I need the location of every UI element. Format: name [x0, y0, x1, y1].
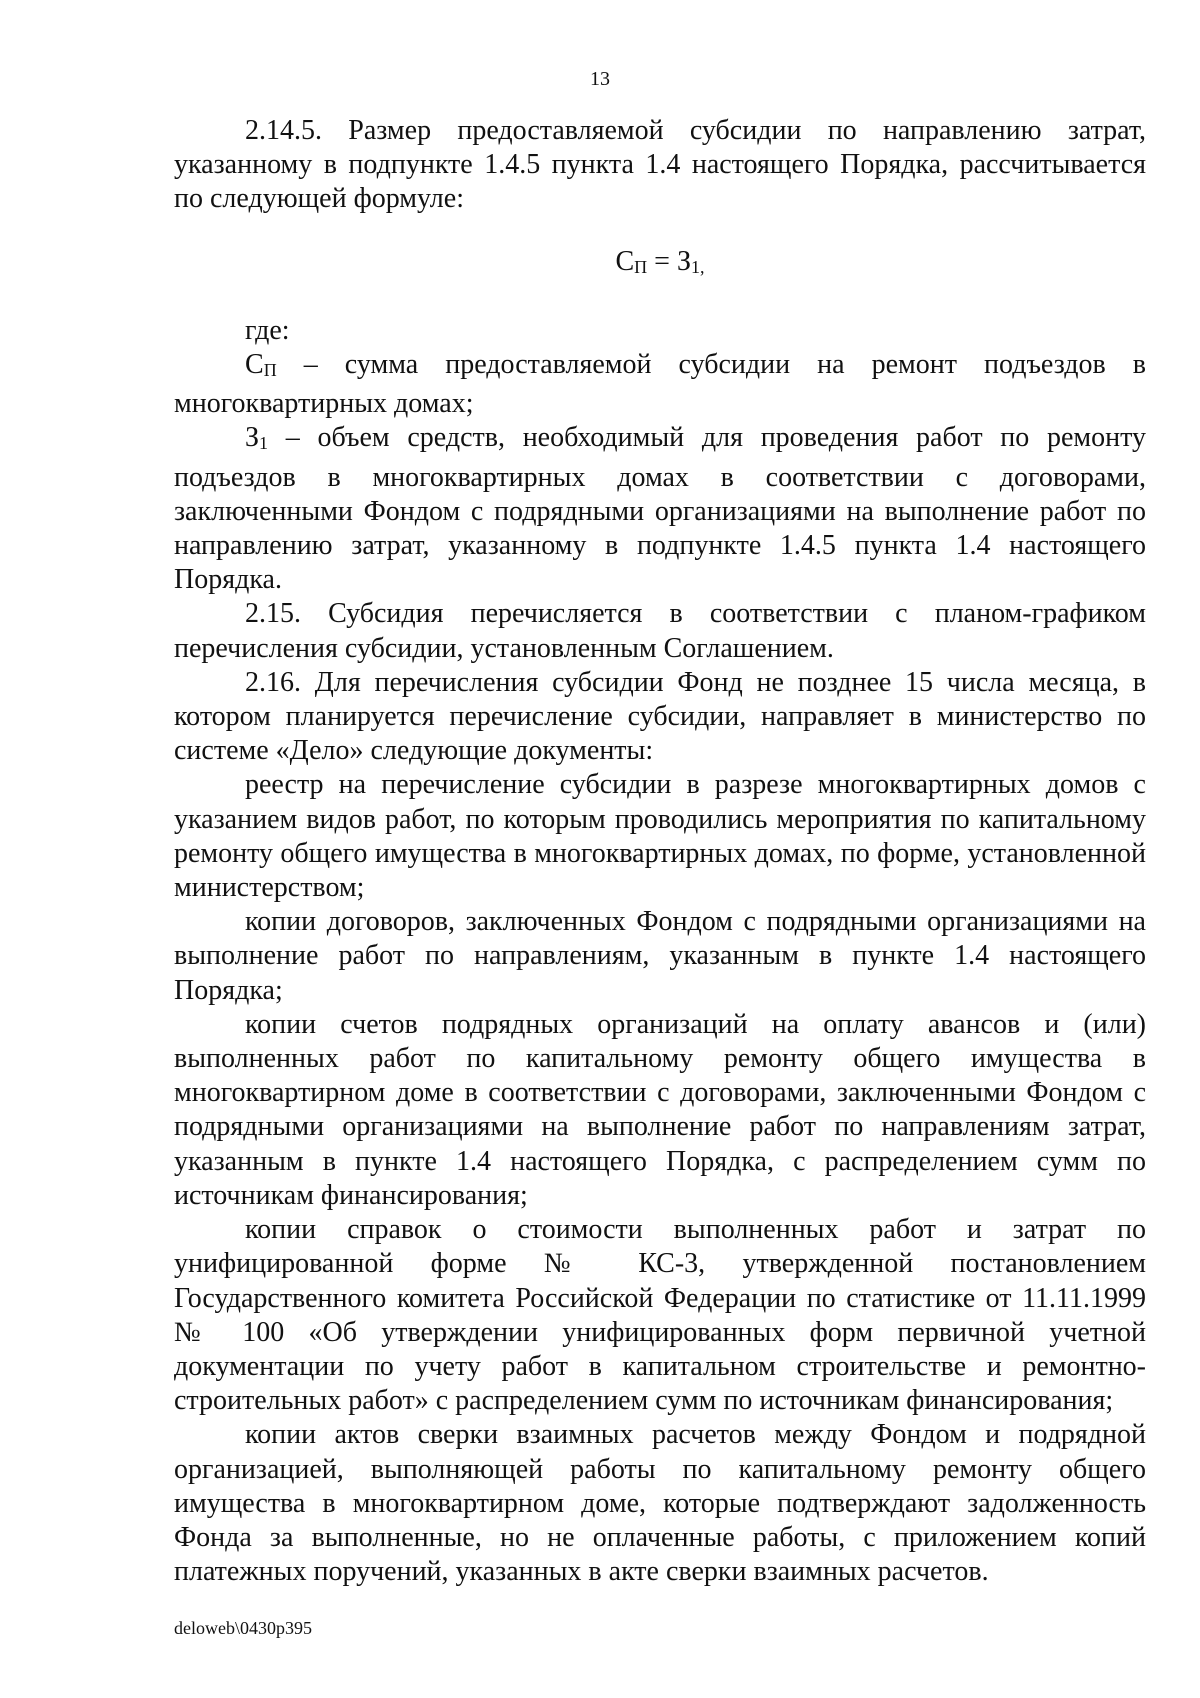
- formula-right-symbol: З: [676, 245, 691, 277]
- formula-left-symbol: С: [615, 245, 635, 277]
- formula-left-subscript: П: [634, 256, 648, 277]
- formula: [174, 245, 1146, 284]
- document-item: копии счетов подрядных организаций на оплату авансов и (или) выполненных работ по капитальному ремонту общего имущества в многоквартирном доме в соответствии с договорами, заключенными Фондом с подрядными организациями на выполнение работ по направлениям затрат, указанным в пункте 1.4 настоящего Порядка, с распределением сумм по источникам финансирования;: [174, 1008, 1146, 1211]
- definition-cp: [174, 348, 1146, 421]
- definition-cp-subscript: П: [263, 360, 277, 381]
- formula-right-subscript: 1,: [691, 256, 705, 277]
- paragraph-2-14-5: 2.14.5. Размер предоставляемой субсидии по направлению затрат, указанному в подпункте 1.4.5 пункта 1.4 настоящего Порядка, рассчитывается по следующей формуле:: [174, 115, 1146, 215]
- definition-z1: [174, 421, 1146, 597]
- document-footer-code: deloweb\0430p395: [174, 1618, 312, 1638]
- where-label: где:: [245, 314, 290, 346]
- page-number: 13: [590, 68, 610, 90]
- document-item: копии договоров, заключенных Фондом с подрядными организациями на выполнение работ по направлениям, указанным в пункте 1.4 настоящего Порядка;: [174, 906, 1146, 1006]
- definition-z1-symbol: З: [245, 422, 260, 454]
- document-item: копии актов сверки взаимных расчетов между Фондом и подрядной организацией, выполняющей работы по капитальному ремонту общего имущества в многоквартирном доме, которые подтверждают задолженность Фонда за выполненные, но не оплаченные работы, с приложением копий платежных поручений, указанных в акте сверки взаимных расчетов.: [174, 1419, 1146, 1588]
- definition-z1-subscript: 1: [259, 433, 269, 454]
- document-body: [174, 114, 1146, 1589]
- formula-equals: =: [647, 245, 677, 277]
- paragraph-2-15: 2.15. Субсидия перечисляется в соответствии с планом-графиком перечисления субсидии, установленным Соглашением.: [174, 598, 1146, 664]
- definition-z1-text: – объем средств, необходимый для проведения работ по ремонту подъездов в многоквартирных домах в соответствии с договорами, заключенными Фондом с подрядными организациями на выполнение работ по направлению затрат, указанному в подпункте 1.4.5 пункта 1.4 настоящего Порядка.: [174, 422, 1146, 596]
- definition-cp-symbol: С: [245, 349, 264, 381]
- definition-cp-text: – сумма предоставляемой субсидии на ремонт подъездов в многоквартирных домах;: [174, 349, 1146, 420]
- paragraph-2-16: 2.16. Для перечисления субсидии Фонд не позднее 15 числа месяца, в котором планируется перечисление субсидии, направляет в министерство по системе «Дело» следующие документы:: [174, 666, 1146, 767]
- document-item: копии справок о стоимости выполненных работ и затрат по унифицированной форме № КС-3, утвержденной постановлением Государственного комитета Российской Федерации по статистике от 11.11.1999 № 100 «Об утверждении унифицированных форм первичной учетной документации по учету работ в капитальном строительстве и ремонтно-строительных работ» с распределением сумм по источникам финансирования;: [174, 1214, 1146, 1417]
- document-item: реестр на перечисление субсидии в разрезе многоквартирных домов с указанием видов работ, по которым проводились мероприятия по капитальному ремонту общего имущества в многоквартирных домах, по форме, установленной министерством;: [174, 769, 1146, 904]
